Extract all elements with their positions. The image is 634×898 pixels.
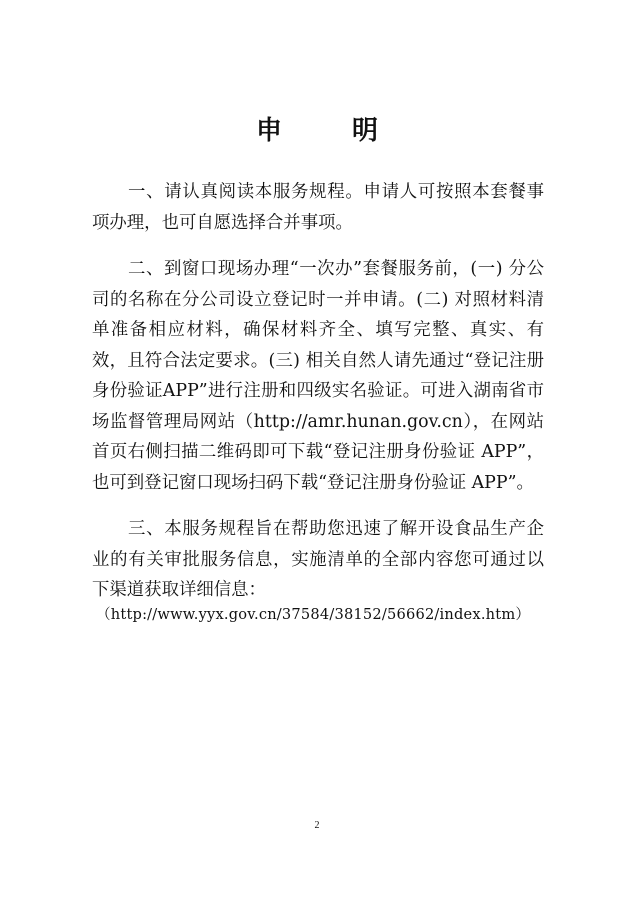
info-url[interactable]: （http://www.yyx.gov.cn/37584/38152/56662/index.htm） bbox=[96, 606, 531, 623]
paragraph-2: 二、到窗口现场办理“一次办”套餐服务前，(一) 分公司的名称在分公司设立登记时一并申请。(二) 对照材料清单准备相应材料，确保材料齐全、填写完整、真实、有效，且符合法定要求。(三) 相关自然人请先通过“登记注册身份验证APP”进行注册和四级实名验证。可进入湖南省市场监督管理局网站（http://amr.hunan.gov.cn），在网站首页右侧扫描二维码即可下载“登记注册身份验证 APP”，也可到登记窗口现场扫码下载“登记注册身份验证 APP”。 bbox=[92, 259, 544, 493]
page-title: 申 明 bbox=[255, 116, 400, 146]
paragraph-3: 三、本服务规程旨在帮助您迅速了解开设食品生产企业的有关审批服务信息，实施清单的全部内容您可通过以下渠道获取详细信息： bbox=[92, 519, 544, 600]
page-number: 2 bbox=[314, 820, 320, 831]
paragraph-1: 一、请认真阅读本服务规程。申请人可按照本套餐事项办理，也可自愿选择合并事项。 bbox=[92, 182, 544, 233]
